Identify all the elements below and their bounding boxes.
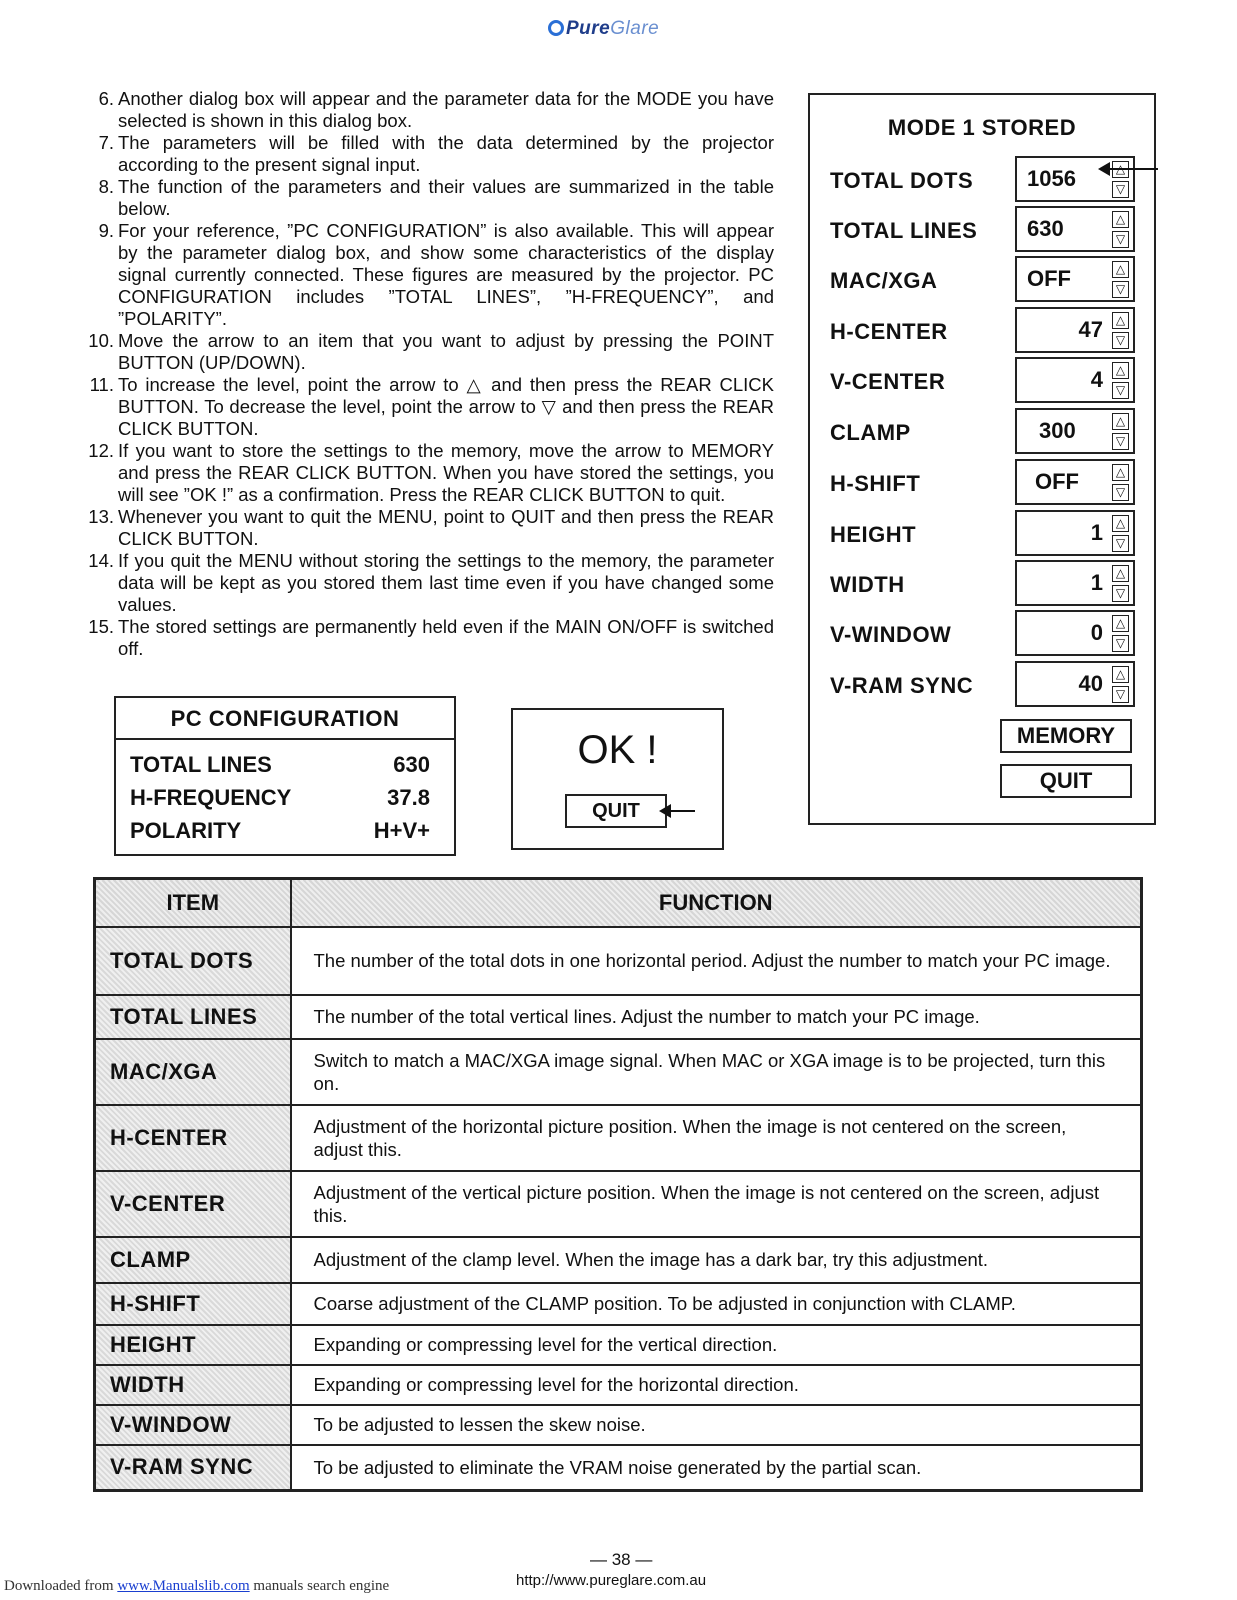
logo-glare: Glare bbox=[610, 18, 660, 39]
table-row: CLAMP Adjustment of the clamp level. When the image has a dark bar, try this adjustment. bbox=[95, 1237, 1142, 1283]
param-value-box: OFF △ ▽ bbox=[1015, 256, 1135, 302]
decrease-arrow-icon[interactable]: ▽ bbox=[1112, 535, 1129, 552]
param-value-box: 1056 ▽ bbox=[1015, 156, 1135, 202]
param-row-h-center: H-CENTER 47 △ ▽ bbox=[830, 307, 1150, 355]
logo-pure: Pure bbox=[566, 18, 611, 39]
table-row: MAC/XGA Switch to match a MAC/XGA image signal. When MAC or XGA image is to be projected, turn this on. bbox=[95, 1039, 1142, 1105]
increase-arrow-icon[interactable]: △ bbox=[1112, 261, 1129, 278]
param-row-v-window: V-WINDOW 0 △ ▽ bbox=[830, 610, 1150, 658]
increase-arrow-icon[interactable]: △ bbox=[1112, 362, 1129, 379]
step-item: 11. To increase the level, point the arrow to △ and then press the REAR CLICK BUTTON. To decrease the level, point the arrow to ▽ and then press the REAR CLICK BUTTON. bbox=[89, 374, 774, 439]
step-item: 14. If you quit the MENU without storing the settings to the memory, the parameter data will be kept as you stored them last time even if you have changed some values. bbox=[88, 550, 774, 615]
increase-arrow-icon[interactable]: △ bbox=[1112, 565, 1129, 582]
increase-arrow-icon[interactable]: △ bbox=[1112, 312, 1129, 329]
param-row-total-lines: TOTAL LINES 630 △ ▽ bbox=[830, 206, 1150, 254]
memory-button[interactable]: MEMORY bbox=[1000, 719, 1132, 753]
table-row: H-SHIFT Coarse adjustment of the CLAMP position. To be adjusted in conjunction with CLAMP. bbox=[95, 1283, 1142, 1325]
step-item: 13. Whenever you want to quit the MENU, point to QUIT and then press the REAR CLICK BUTTON. bbox=[88, 506, 774, 549]
param-value-box: 630 △ ▽ bbox=[1015, 206, 1135, 252]
function-table bbox=[93, 877, 1143, 1492]
decrease-arrow-icon[interactable]: ▽ bbox=[1112, 332, 1129, 349]
pointer-arrow-icon bbox=[661, 810, 695, 812]
step-item: 6. Another dialog box will appear and the parameter data for the MODE you have selected is shown in this dialog box. bbox=[98, 88, 774, 131]
step-item: 8. The function of the parameters and their values are summarized in the table below. bbox=[98, 176, 774, 219]
function-column-header: FUNCTION bbox=[291, 879, 1142, 927]
decrease-arrow-icon[interactable]: ▽ bbox=[1112, 281, 1129, 298]
ok-message: OK ! bbox=[577, 728, 658, 772]
param-row-mac-xga: MAC/XGA OFF △ ▽ bbox=[830, 256, 1150, 304]
pureglare-logo bbox=[548, 18, 659, 40]
param-row-width: WIDTH 1 △ ▽ bbox=[830, 560, 1150, 608]
table-row: H-CENTER Adjustment of the horizontal picture position. When the image is not centered on the screen, adjust this. bbox=[95, 1105, 1142, 1171]
ok-quit-button[interactable]: QUIT bbox=[565, 794, 667, 828]
increase-arrow-icon[interactable]: △ bbox=[1112, 615, 1129, 632]
instruction-steps bbox=[84, 88, 774, 660]
decrease-arrow-icon[interactable]: ▽ bbox=[1112, 382, 1129, 399]
table-row: V-RAM SYNC To be adjusted to eliminate the VRAM noise generated by the partial scan. bbox=[95, 1445, 1142, 1491]
increase-arrow-icon[interactable]: △ bbox=[1112, 464, 1129, 481]
increase-arrow-icon[interactable]: △ bbox=[1112, 211, 1129, 228]
table-row: TOTAL DOTS The number of the total dots in one horizontal period. Adjust the number to match your PC image. bbox=[95, 927, 1142, 995]
param-value-box: 0 △ ▽ bbox=[1015, 610, 1135, 656]
pc-configuration-title: PC CONFIGURATION bbox=[116, 698, 454, 740]
pc-configuration-box bbox=[114, 696, 456, 856]
pointer-arrow-icon bbox=[1100, 168, 1158, 170]
decrease-arrow-icon[interactable]: ▽ bbox=[1112, 585, 1129, 602]
step-item: 15. The stored settings are permanently held even if the MAIN ON/OFF is switched off. bbox=[88, 616, 774, 659]
decrease-arrow-icon[interactable]: ▽ bbox=[1112, 686, 1129, 703]
decrease-arrow-icon[interactable]: ▽ bbox=[1112, 231, 1129, 248]
mode-parameter-dialog bbox=[808, 93, 1156, 825]
pc-config-row: TOTAL LINES 630 bbox=[130, 752, 430, 777]
param-row-total-dots: TOTAL DOTS 1056 ▽ bbox=[830, 156, 1150, 204]
param-row-v-ram-sync: V-RAM SYNC 40 △ ▽ bbox=[830, 661, 1150, 709]
increase-arrow-icon[interactable]: △ bbox=[1112, 413, 1129, 430]
decrease-arrow-icon[interactable]: ▽ bbox=[1112, 484, 1129, 501]
item-column-header: ITEM bbox=[95, 879, 291, 927]
step-item: 10. Move the arrow to an item that you want to adjust by pressing the POINT BUTTON (UP/DOWN). bbox=[88, 330, 774, 373]
step-item: 9. For your reference, ”PC CONFIGURATION” is also available. This will appear by the parameter dialog box, and show some characteristics of the display signal currently connected. These figures are measured by the projector. PC CONFIGURATION includes ”TOTAL LINES”, ”H-FREQUENCY”, and ”POLARITY”. bbox=[98, 220, 774, 329]
param-value-box: 300 △ ▽ bbox=[1015, 408, 1135, 454]
page-number: — 38 — bbox=[590, 1550, 653, 1569]
increase-arrow-icon[interactable]: △ bbox=[1112, 515, 1129, 532]
download-notice: Downloaded from www.Manualslib.com manuals search engine bbox=[4, 1578, 390, 1594]
param-row-h-shift: H-SHIFT OFF △ ▽ bbox=[830, 459, 1150, 507]
table-row: TOTAL LINES The number of the total vertical lines. Adjust the number to match your PC image. bbox=[95, 995, 1142, 1039]
quit-button[interactable]: QUIT bbox=[1000, 764, 1132, 798]
param-row-clamp: CLAMP 300 △ ▽ bbox=[830, 408, 1150, 456]
table-row: V-WINDOW To be adjusted to lessen the skew noise. bbox=[95, 1405, 1142, 1445]
pc-config-row: POLARITY H+V+ bbox=[130, 818, 430, 843]
param-value-box: OFF △ ▽ bbox=[1015, 459, 1135, 505]
increase-arrow-icon[interactable]: △ bbox=[1112, 666, 1129, 683]
mode-dialog-title: MODE 1 STORED bbox=[887, 115, 1077, 140]
step-item: 12. If you want to store the settings to the memory, move the arrow to MEMORY and press the REAR CLICK BUTTON. When you have stored the settings, you will see ”OK !” as a confirmation. Press the REAR CLICK BUTTON to quit. bbox=[88, 440, 774, 505]
manualslib-link[interactable]: www.Manualslib.com bbox=[117, 1578, 250, 1594]
pc-config-row: H-FREQUENCY 37.8 bbox=[130, 785, 430, 810]
ok-dialog bbox=[511, 708, 724, 850]
param-value-box: 1 △ ▽ bbox=[1015, 560, 1135, 606]
decrease-arrow-icon[interactable]: ▽ bbox=[1112, 433, 1129, 450]
table-row: WIDTH Expanding or compressing level for the horizontal direction. bbox=[95, 1365, 1142, 1405]
table-row: V-CENTER Adjustment of the vertical picture position. When the image is not centered on the screen, adjust this. bbox=[95, 1171, 1142, 1237]
param-value-box: 47 △ ▽ bbox=[1015, 307, 1135, 353]
param-value-box: 40 △ ▽ bbox=[1015, 661, 1135, 707]
param-row-v-center: V-CENTER 4 △ ▽ bbox=[830, 357, 1150, 405]
decrease-arrow-icon[interactable]: ▽ bbox=[1112, 181, 1129, 198]
footer-url: http://www.pureglare.com.au bbox=[516, 1572, 707, 1589]
param-value-box: 1 △ ▽ bbox=[1015, 510, 1135, 556]
logo-ring-icon bbox=[548, 20, 564, 36]
table-row: HEIGHT Expanding or compressing level for the vertical direction. bbox=[95, 1325, 1142, 1365]
decrease-arrow-icon[interactable]: ▽ bbox=[1112, 635, 1129, 652]
param-value-box: 4 △ ▽ bbox=[1015, 357, 1135, 403]
step-item: 7. The parameters will be filled with the data determined by the projector according to the present signal input. bbox=[98, 132, 774, 175]
param-row-height: HEIGHT 1 △ ▽ bbox=[830, 510, 1150, 558]
